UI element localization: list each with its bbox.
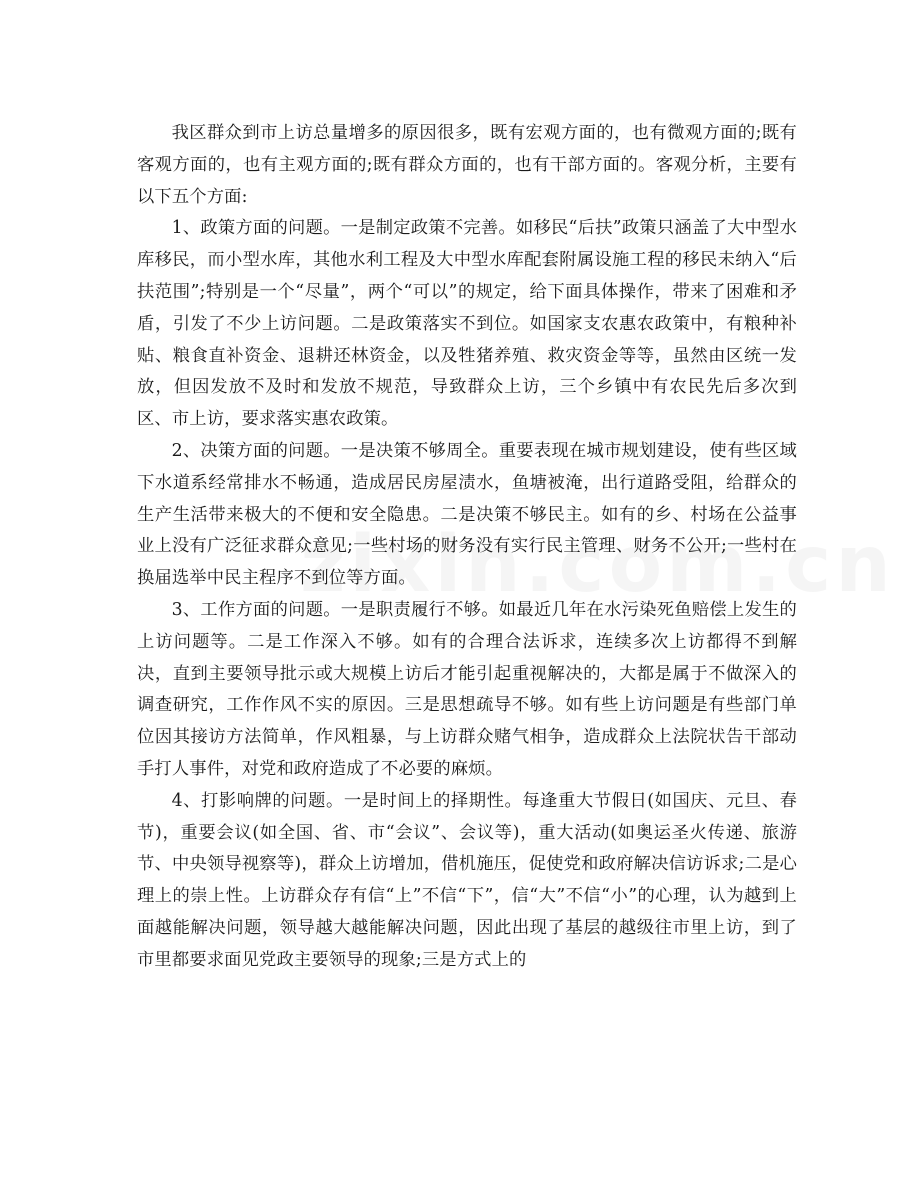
paragraph-policy: 1、政策方面的问题。一是制定政策不完善。如移民“后扶”政策只涵盖了大中型水库移民，而小型水库，其他水利工程及大中型水库配套附属设施工程的移民未纳入“后扶范围”;特别是一个“尽量”，两个“可以”的规定，给下面具体操作，带来了困难和矛盾，引发了不少上访问题。二是政策落实不到位。如国家支农惠农政策中，有粮种补贴、粮食直补资金、退耕还林资金，以及牲猪养殖、救灾资金等等，虽然由区统一发放，但因发放不及时和发放不规范，导致群众上访，三个乡镇中有农民先后多次到区、市上访，要求落实惠农政策。 [137,218,797,430]
paragraph-influence: 4、打影响牌的问题。一是时间上的择期性。每逢重大节假日(如国庆、元旦、春节)，重要会议(如全国、省、市“会议”、会议等)，重大活动(如奥运圣火传递、旅游节、中央领导视察等)，群众上访增加，借机施压，促使党和政府解决信访诉求;二是心理上的崇上性。上访群众存有信“上”不信“下”，信“大”不信“小”的心理，认为越到上面越能解决问题，领导越大越能解决问题，因此出现了基层的越级往市里上访，到了市里都要求面见党政主要领导的现象;三是方式上的 [137,790,797,970]
paragraph-work: 3、工作方面的问题。一是职责履行不够。如最近几年在水污染死鱼赔偿上发生的上访问题等。二是工作深入不够。如有的合理合法诉求，连续多次上访都得不到解决，直到主要领导批示或大规模上访后才能引起重视解决的，大都是属于不做深入的调查研究，工作作风不实的原因。三是思想疏导不够。如有些上访问题是有些部门单位因其接访方法简单，作风粗暴，与上访群众赌气相争，造成群众上法院状告干部动手打人事件，对党和政府造成了不必要的麻烦。 [137,599,797,779]
document-body [137,118,797,977]
paragraph-decision: 2、决策方面的问题。一是决策不够周全。重要表现在城市规划建设，使有些区域下水道系经常排水不畅通，造成居民房屋渍水，鱼塘被淹，出行道路受阻，给群众的生产生活带来极大的不便和安全隐患。二是决策不够民主。如有的乡、村场在公益事业上没有广泛征求群众意见;一些村场的财务没有实行民主管理、财务不公开;一些村在换届选举中民主程序不到位等方面。 [137,440,797,589]
paragraph-intro: 我区群众到市上访总量增多的原因很多，既有宏观方面的，也有微观方面的;既有客观方面的，也有主观方面的;既有群众方面的，也有干部方面的。客观分析，主要有以下五个方面: [137,123,797,207]
